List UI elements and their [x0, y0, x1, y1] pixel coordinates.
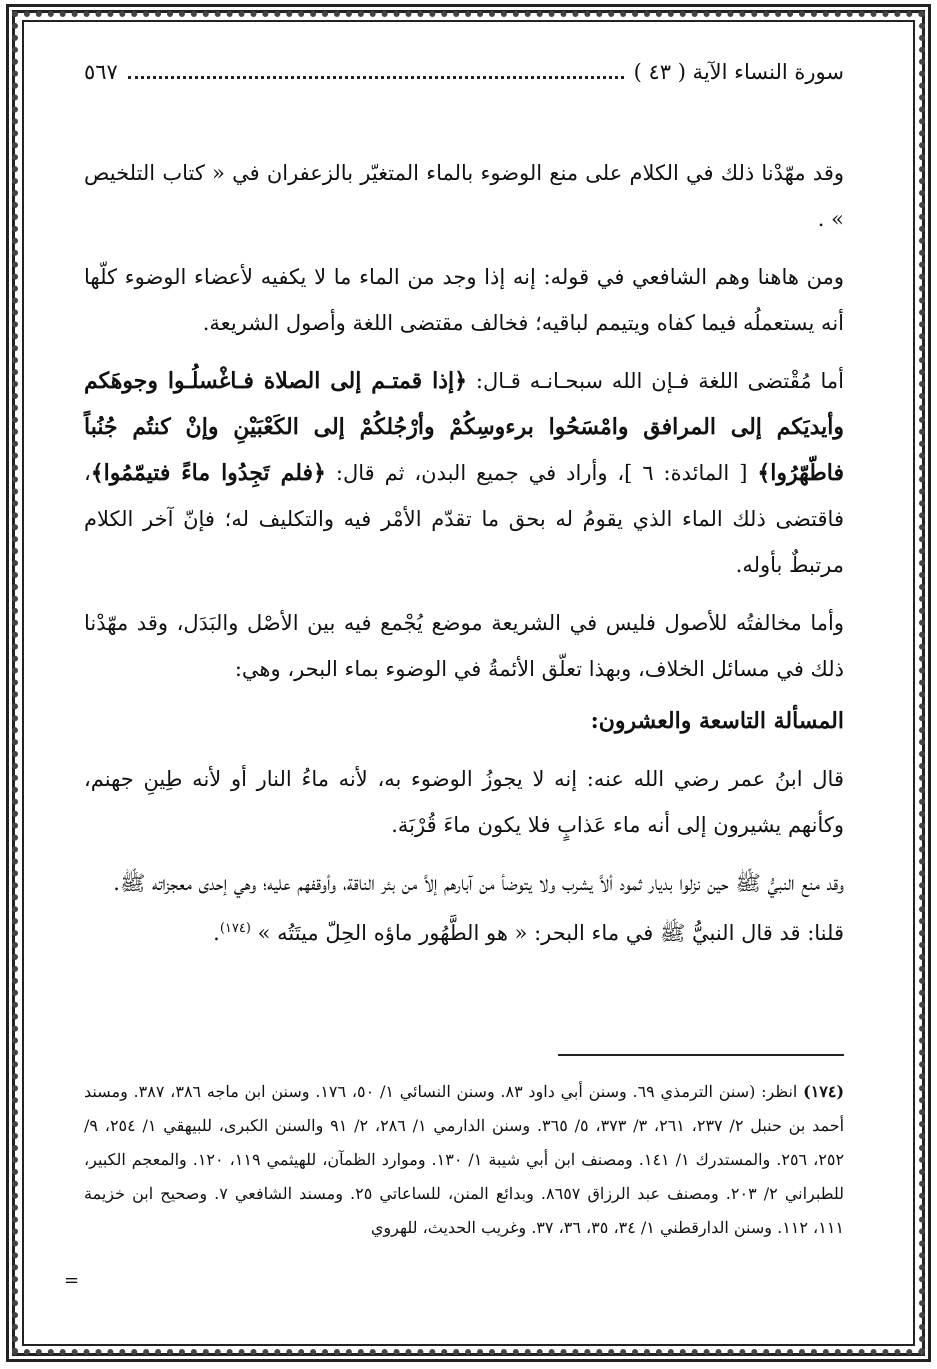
continuation-mark: = — [64, 1270, 80, 1291]
footnote — [84, 1075, 844, 1245]
paragraph-7-text: قلنا: قد قال النبيُّ ﷺ في ماء البحر: « هو الطَّهُور ماؤه الحِلّ ميتَتُه » — [257, 921, 844, 945]
page-content — [84, 60, 844, 956]
paragraph-7 — [84, 906, 844, 956]
chapter-title: سورة النساء الآية ( ٤٣ ) — [633, 60, 844, 84]
paragraph-3-end: ، فاقتضى ذلك الماء الذي يقومُ له بحق ما تقدّم الأمْر فيه والتكليف له؛ فإنّ آخر الكلام مرتبطٌ بأوله. — [84, 461, 844, 577]
paragraph-5: قال ابنُ عمر رضي الله عنه: إنه لا يجوزُ الوضوء به، لأنه ماءُ النار أو لأنه طِينِ جهنم، وكأنهم يشيرون إلى أنه ماء عَذابٍ فلا يكون ماءَ قُرْبَة. — [84, 767, 844, 837]
paragraph-4: وأما مخالفتُه للأصول فليس في الشريعة موضع يُجْمع فيه بين الأصْل والبَدَل، وقد مهّدْنا ذلك في مسائل الخلاف، وبهذا تعلّق الأئمةُ في الوضوء بماء البحر، وهي: — [84, 611, 844, 681]
paragraph-2: ومن هاهنا وهم الشافعي في قوله: إنه إذا وجد من الماء ما لا يكفيه لأعضاء الوضوء كلّها أنه يستعملُه فيما كفاه ويتيمم لباقيه؛ فخالف مقتضى اللغة وأصول الشريعة. — [84, 265, 844, 335]
footnote-number: (١٧٤) — [803, 1082, 845, 1101]
page-number: ٥٦٧ — [84, 60, 118, 84]
footnote-separator — [558, 1054, 844, 1056]
footnote-reference[interactable]: (١٧٤) — [219, 921, 251, 936]
verse-citation: [ المائدة: ٦ ]، وأراد في جميع البدن، ثم قال: — [335, 461, 748, 485]
paragraph-7-end: . — [213, 921, 220, 945]
paragraph-1: وقد مهّدْنا ذلك في الكلام على منع الوضوء بالماء المتغيّر بالزعفران في « كتاب التلخيص » . — [84, 161, 844, 231]
paragraph-3 — [84, 358, 844, 588]
quran-verse-1: ﴿إذا قمتـم إلى الصلاة فـاغْسلُـوا وجوهَكم وأيديَكم إلى المرافق وامْسَحُوا برءوسِكُمْ وأرْجُلكُمْ إلى الكَعْبَيْنِ وإنْ كنتُم جُنُباً فاطّهّرُوا﴾ — [84, 368, 844, 486]
paragraph-6: وقد منع النبيُّ ﷺ حين نزلوا بديار ثمود ألاَّ يشرب ولا يتوضأ من آبارهم إلاَّ من بئر الناقة، وأوقفهم عليه؛ وهي إحدى معجزاته ﷺ. — [113, 871, 844, 895]
section-heading: المسألة التاسعة والعشرون: — [590, 708, 844, 734]
quran-verse-2: ﴿فلم تَجِدُوا ماءً فتيمّمُوا﴾ — [90, 460, 326, 486]
footnote-text: انظر: (سنن الترمذي ٦٩. وسنن أبي داود ٨٣. وسنن النسائي ١/ ٥٠، ١٧٦. وسنن ابن ماجه ٣٨٦، ٣٨٧. ومسند أحمد بن حنبل ٢/ ٢٣٧، ٢٦١، ٣/ ٣٧٣، ٥/ ٣٦٥. وسنن الدارمي ١/ ٢٨٦، ٢/ ٩١ والسنن الكبرى، للبيهقي ١/ ٢٥٤، ٩/ ٢٥٢، ٢٥٦. والمستدرك ١/ ١٤١. ومصنف ابن أبي شيبة ١/ ١٣٠. وموارد الظمآن، للهيثمي ١١٩، ١٢٠. والمعجم الكبير، للطبراني ٢/ ٢٠٣. ومصنف عبد الرزاق ٨٦٥٧. وبدائع المنن، للساعاتي ٢٥. ومسند الشافعي ٧. وصحيح ابن خزيمة ١١١، ١١٢. وسنن الدارقطني ١/ ٣٤، ٣٥، ٣٦، ٣٧. وغريب الحديث، للهروي — [84, 1082, 845, 1237]
paragraph-3-intro: أما مُقْتضى اللغة فـإن الله سبحـانـه قـال: — [475, 369, 844, 393]
header-leader-dots — [128, 62, 624, 79]
running-header — [84, 60, 844, 100]
